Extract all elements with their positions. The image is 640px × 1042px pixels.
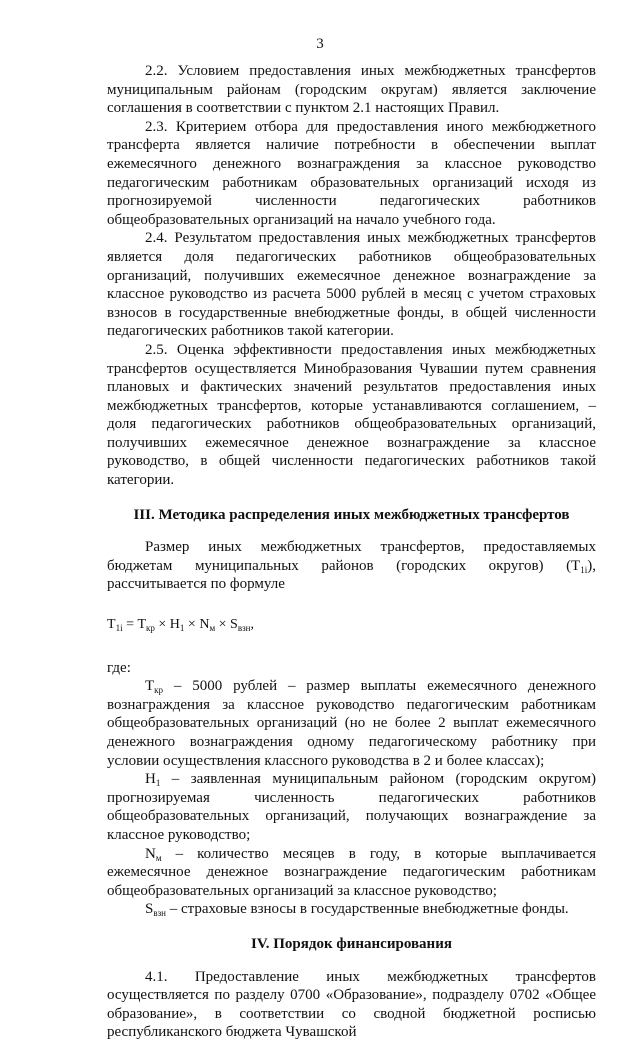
definition-t-kr: $Т_{кр} - 5000$ рублей – размер выплаты ежемесячного денежного вознаграждения за классное руководство педагогическим работникам общеобразовательных организаций (но не более 2 выплат ежемесячного денежного вознаграждения одному педагогическому работнику при условии осуществления классного руководства в 2 и более классах);: [107, 678, 596, 769]
definition-s-vzn: $S_{взн}$ – страховые взносы в государственные внебюджетные фонды.: [145, 901, 569, 919]
where-label: где:: [107, 659, 131, 676]
section-3-heading: III. Методика распределения иных межбюджетных трансфертов: [133, 506, 570, 523]
paragraph-2-2: 2.2. Условием предоставления иных межбюджетных трансфертов муниципальным районам (городским округам) является заключение соглашения в соответствии с пунктом 2.1 настоящих Правил.: [107, 63, 596, 117]
formula: $Т_{1i} = Т_{кр} \times Н_1 \times N_м \times S_{взн}$,: [107, 617, 254, 634]
paragraph-2-3: 2.3. Критерием отбора для предоставления иного межбюджетного трансферта является наличие потребности в обеспечении выплат ежемесячного денежного вознаграждения за классное руководство педагогическим работникам образовательных организаций исходя из прогнозируемой численности педагогических работников общеобразовательных организаций на начало учебного года.: [107, 118, 596, 228]
paragraph-4-1: 4.1. Предоставление иных межбюджетных трансфертов осуществляется по разделу 0700 «Образование», подразделу 0702 «Общее образование», в соответствии со сводной бюджетной росписью республиканского бюджета Чувашской: [107, 968, 596, 1041]
paragraph-2-4: 2.4. Результатом предоставления иных межбюджетных трансфертов является доля педагогических работников общеобразовательных организаций, получивших ежемесячное денежное вознаграждение за классное руководство из расчета 5000 рублей в месяц с учетом страховых взносов в государственные внебюджетные фонды, в общей численности педагогических работников такой категории.: [107, 230, 596, 340]
section-4-heading: IV. Порядок финансирования: [251, 935, 452, 952]
document-body: [107, 62, 596, 1042]
formula-intro: Размер иных межбюджетных трансфертов, предоставляемых бюджетам муниципальных районов (городских округов) $(Т_{1i})$, рассчитывается по формуле: [107, 539, 596, 593]
definition-h1: $Н_1$ – заявленная муниципальным районом (городским округом) прогнозируемая численность педагогических работников общеобразовательных организаций, получающих вознаграждение за классное руководство;: [107, 771, 596, 843]
definition-n-m: $N_м$ – количество месяцев в году, в которые выплачивается ежемесячное денежное вознаграждение педагогическим работникам общеобразовательных организаций за классное руководство;: [107, 845, 596, 899]
page-number: 3: [316, 36, 324, 52]
paragraph-2-5: 2.5. Оценка эффективности предоставления иных межбюджетных трансфертов осуществляется Минобразования Чувашии путем сравнения плановых и фактических значений результатов предоставления иных межбюджетных трансфертов, которые устанавливаются соглашением, – доля педагогических работников общеобразовательных организаций, получивших ежемесячное денежное вознаграждение за классное руководство, в общей численности педагогических работников такой категории.: [107, 341, 596, 489]
